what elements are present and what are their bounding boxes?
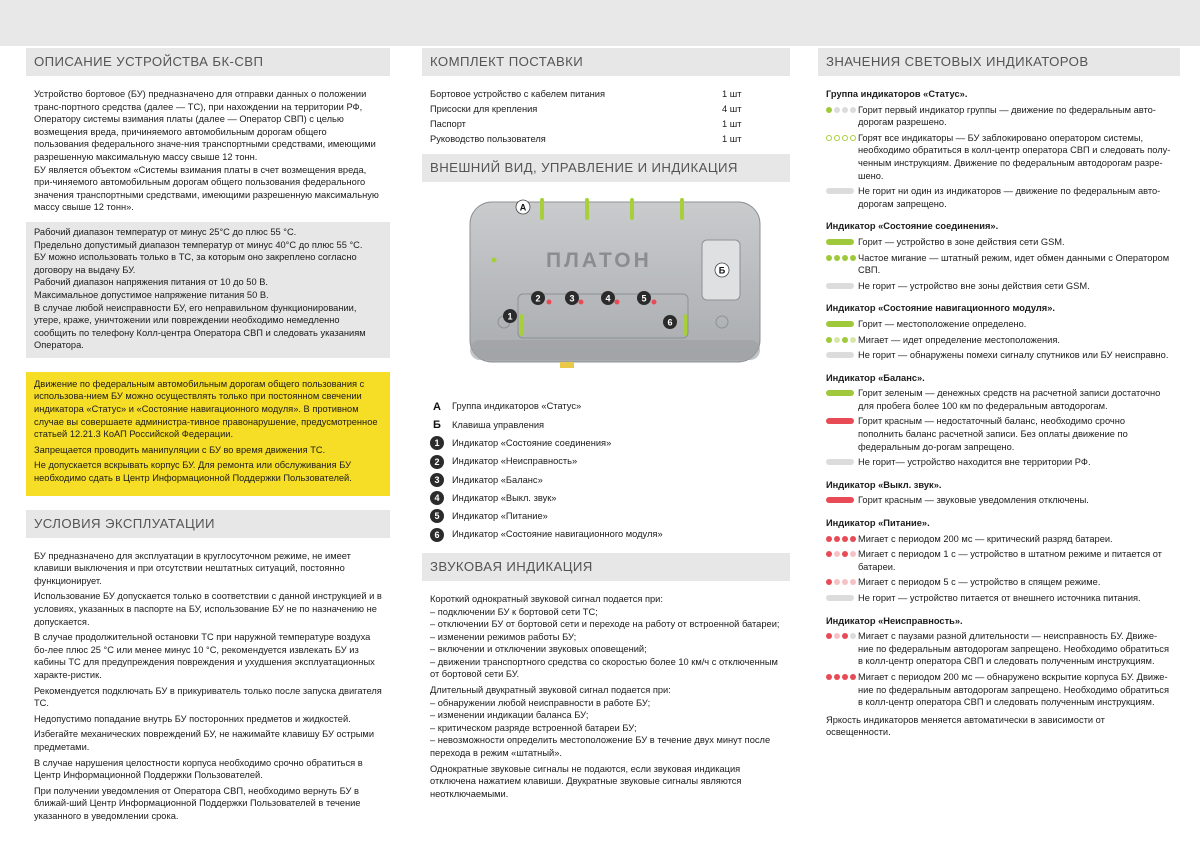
spec-line: Рабочий диапазон напряжения питания от 10 до 50 В. bbox=[34, 277, 268, 288]
status-led-1 bbox=[540, 198, 544, 220]
sound-short-item: – включении и отключении звуковых оповещений; bbox=[430, 644, 647, 655]
led-green-blink-icon bbox=[826, 337, 856, 343]
indicator-symbol bbox=[826, 334, 858, 347]
spec-line: Максимальное допустимое напряжение питания 50 В. bbox=[34, 289, 269, 300]
indicator-description: Горит красным — звуковые уведомления отключены. bbox=[858, 495, 1089, 506]
indicator-description: Мигает с периодом 1 с — устройство в штатном режиме и питается от батареи. bbox=[858, 549, 1162, 572]
indicator-symbol bbox=[826, 387, 858, 412]
callout-b bbox=[715, 263, 729, 277]
legend-mark: 2 bbox=[430, 455, 444, 469]
status-led-2 bbox=[585, 198, 589, 220]
legend-label: Индикатор «Выкл. звук» bbox=[452, 492, 557, 503]
sound-long-item: – критическом разряде встроенной батареи БУ; bbox=[430, 722, 637, 733]
indicator-symbol bbox=[826, 548, 858, 573]
indicator-description: Горит красным — недостаточный баланс, необходимо срочно пополнить баланс расчетной записи. Без оплаты движение по федеральным до-рогам запрещено. bbox=[858, 416, 1128, 452]
indicator-row bbox=[818, 318, 1180, 331]
indicator-symbol bbox=[826, 630, 858, 668]
column-kit-and-view bbox=[422, 46, 790, 800]
device-brand: ПЛАТОН bbox=[546, 248, 652, 272]
kit-qty: 4 шт bbox=[722, 103, 742, 114]
legend-label: Индикатор «Состояние навигационного модуля» bbox=[452, 529, 663, 540]
indicator-symbol bbox=[826, 456, 858, 469]
legend-mark: 4 bbox=[430, 491, 444, 505]
indicator-description: Мигает с периодом 200 мс — обнаружено вскрытие корпуса БУ. Движе-ние по федеральным автодорогам запрещено. Необходимо обратиться в колл-центр оператора СВП и следовать полученным инструкциям. bbox=[858, 671, 1169, 708]
legend-label: Клавиша управления bbox=[452, 419, 545, 430]
conditions-text bbox=[26, 550, 390, 823]
legend-item bbox=[430, 489, 782, 507]
led-red-pause-blink-icon bbox=[826, 633, 856, 639]
kit-item: Паспорт bbox=[430, 118, 466, 129]
sound-text bbox=[422, 593, 790, 801]
warning-block bbox=[26, 372, 390, 496]
indicator-description: Горят все индикаторы — БУ заблокировано оператором системы, необходимо обратиться в колл-центр оператора СВП и следовать полу-ченным инструкциям. Движение по федеральным автодорогам разре-шено. bbox=[858, 132, 1171, 181]
sound-short-intro: Короткий однократный звуковой сигнал подается при: bbox=[430, 593, 663, 604]
callout-4 bbox=[601, 291, 615, 305]
indicator-symbol bbox=[826, 280, 858, 293]
indicator-row bbox=[818, 252, 1180, 277]
warning-line: Запрещается проводить манипуляции с БУ во время движения ТС. bbox=[34, 444, 326, 455]
kit-qty: 1 шт bbox=[722, 133, 742, 144]
indicator-groups bbox=[818, 88, 1180, 709]
description-paragraph: БУ является объектом «Системы взимания платы в счет возмещения вреда, при-чиняемого автомобильным дорогам общего пользования федерального значения транспортными средствами, имеющими разрешенную максимальную массу свыше 12 тонн». bbox=[34, 164, 379, 213]
legend-item bbox=[430, 452, 782, 470]
led-mute bbox=[615, 299, 620, 304]
power-dot-icon bbox=[492, 257, 497, 262]
indicator-row bbox=[818, 236, 1180, 249]
callout-a bbox=[516, 200, 530, 214]
legend-item bbox=[430, 434, 782, 452]
led-red-steady-icon bbox=[826, 497, 854, 503]
led-off-icon bbox=[826, 459, 854, 465]
callout-b-label: Б bbox=[718, 265, 726, 276]
sound-long-intro: Длительный двукратный звуковой сигнал подается при: bbox=[430, 685, 671, 696]
description-paragraph: Устройство бортовое (БУ) предназначено для отправки данных о положении транс-портного средства (далее — ТС), при нахождении на территории РФ, Оператору системы взимания платы (далее — Оператор СВП) с целью возмещения вреда, причиняемого автомобильным дорогам общего пользования федерального значе-ния транспортными средствами, имеющими разрешенную максимальную массу свыше 12 тонн. bbox=[34, 89, 376, 162]
legend-item bbox=[430, 471, 782, 489]
callout-5 bbox=[637, 291, 651, 305]
indicator-row bbox=[818, 494, 1180, 507]
indicator-symbol bbox=[826, 252, 858, 277]
indicator-group-title: Индикатор «Состояние навигационного модуля». bbox=[826, 303, 1055, 314]
indicator-description: Мигает с паузами разной длительности — неисправность БУ. Движе-ние по федеральным автодорогам запрещено. Необходимо обратиться в колл-центр оператора СВП и следовать полученным инструкциям. bbox=[858, 631, 1169, 667]
led-red-fast-blink-icon bbox=[826, 536, 856, 542]
sound-long-item: – обнаружении любой неисправности в работе БУ; bbox=[430, 697, 651, 708]
sound-heading: ЗВУКОВАЯ ИНДИКАЦИЯ bbox=[422, 553, 790, 581]
legend-mark: 5 bbox=[430, 509, 444, 523]
indicator-group-title: Индикатор «Неисправность». bbox=[826, 615, 963, 626]
sound-long-item: – невозможности определить местоположение БУ в течение двух минут после перехода в режим «штатный». bbox=[430, 735, 771, 759]
legend-label: Индикатор «Неисправность» bbox=[452, 456, 578, 467]
indicator-symbol bbox=[826, 576, 858, 589]
indicator-description: Горит — местоположение определено. bbox=[858, 318, 1027, 329]
led-red-steady-icon bbox=[826, 418, 854, 424]
condition-paragraph: Использование БУ допускается только в соответствии с данной инструкцией и в условиях, указанных в паспорте на БУ, использование БУ не по назначению не допускается. bbox=[34, 591, 382, 627]
callout-2 bbox=[531, 291, 545, 305]
condition-paragraph: Избегайте механических повреждений БУ, не нажимайте клавишу БУ острыми предметами. bbox=[34, 729, 375, 752]
specs-block bbox=[26, 222, 390, 358]
status-led-4 bbox=[680, 198, 684, 220]
callout-1 bbox=[503, 309, 517, 323]
spec-line: Предельно допустимый диапазон температур от минус 40°С до плюс 55 °С. bbox=[34, 239, 363, 250]
condition-paragraph: Недопустимо попадание внутрь БУ посторонних предметов и жидкостей. bbox=[34, 713, 351, 724]
indicator-group-title: Индикатор «Баланс». bbox=[826, 372, 925, 383]
legend-label: Группа индикаторов «Статус» bbox=[452, 401, 582, 412]
indicator-row bbox=[818, 576, 1180, 589]
description-text bbox=[26, 88, 390, 214]
view-heading: ВНЕШНИЙ ВИД, УПРАВЛЕНИЕ И ИНДИКАЦИЯ bbox=[422, 154, 790, 182]
sound-short-item: – изменении режимов работы БУ; bbox=[430, 631, 577, 642]
sound-short-item: – подключении БУ к бортовой сети ТС; bbox=[430, 606, 598, 617]
led-green-steady-icon bbox=[826, 321, 854, 327]
indicator-group-title: Индикатор «Питание». bbox=[826, 518, 930, 529]
led-navigation bbox=[684, 314, 687, 336]
kit-item: Руководство пользователя bbox=[430, 133, 546, 144]
indicator-group-title: Индикатор «Состояние соединения». bbox=[826, 221, 999, 232]
indicator-description: Мигает с периодом 200 мс — критический разряд батареи. bbox=[858, 533, 1113, 544]
legend-mark: А bbox=[433, 400, 441, 413]
indicator-row bbox=[818, 592, 1180, 605]
indicator-group-title: Индикатор «Выкл. звук». bbox=[826, 479, 942, 490]
indicator-symbol bbox=[826, 236, 858, 249]
indicator-symbol bbox=[826, 671, 858, 709]
sound-note: Однократные звуковые сигналы не подаются, если звуковая индикация отключена нажатием клавиши. Двукратные звуковые сигналы являются неотключаемыми. bbox=[430, 763, 742, 799]
indicator-row bbox=[818, 630, 1180, 668]
led-connection bbox=[520, 314, 523, 336]
sound-short-item: – движении транспортного средства со скоростью более 10 км/ч с отключенным от бортовой сети БУ. bbox=[430, 656, 778, 680]
indicator-symbol bbox=[826, 318, 858, 331]
indicator-group-title: Группа индикаторов «Статус». bbox=[826, 89, 968, 99]
legend-item bbox=[430, 526, 782, 544]
led-green-first-icon bbox=[826, 107, 856, 113]
sound-long-item: – изменении индикации баланса БУ; bbox=[430, 710, 589, 721]
column-description bbox=[26, 46, 390, 823]
brightness-note: Яркость индикаторов меняется автоматически в зависимости от освещенности. bbox=[826, 714, 1105, 738]
warning-line: Не допускается вскрывать корпус БУ. Для ремонта или обслуживания БУ необходимо сдать в Центр Информационной Поддержки Пользователей. bbox=[34, 460, 352, 484]
indicator-symbol bbox=[826, 494, 858, 507]
callout-a-label: А bbox=[519, 202, 527, 213]
indicator-description: Горит зеленым — денежных средств на расчетной записи достаточно для пробега более 100 км по федеральным автодорогам. bbox=[858, 388, 1161, 411]
indicator-row bbox=[818, 334, 1180, 347]
led-green-all-icon bbox=[826, 135, 856, 141]
indicator-description: Горит первый индикатор группы — движение по федеральным авто-дорогам разрешено. bbox=[858, 104, 1156, 128]
spec-line: Рабочий диапазон температур от минус 25°С до плюс 55 °С. bbox=[34, 226, 297, 237]
description-heading: ОПИСАНИЕ УСТРОЙСТВА БК-СВП bbox=[26, 48, 390, 76]
sound-short-item: – отключении БУ от бортовой сети и переходе на работу от встроенной батареи; bbox=[430, 619, 780, 630]
indicator-description: Горит — устройство в зоне действия сети GSM. bbox=[858, 236, 1065, 247]
indicator-symbol bbox=[826, 533, 858, 546]
kit-list bbox=[422, 88, 790, 146]
device-illustration bbox=[422, 190, 790, 390]
indicator-symbol bbox=[826, 132, 858, 182]
indicator-row bbox=[818, 349, 1180, 362]
led-fault bbox=[547, 299, 552, 304]
indicator-row bbox=[818, 415, 1180, 453]
spec-line: БУ можно использовать только в ТС, за которым оно закреплено согласно договору на выдачу БУ. bbox=[34, 252, 357, 275]
legend-label: Индикатор «Баланс» bbox=[452, 474, 543, 485]
led-red-fast-blink-icon bbox=[826, 674, 856, 680]
kit-item: Бортовое устройство с кабелем питания bbox=[430, 89, 606, 99]
indicator-symbol bbox=[826, 349, 858, 362]
indicator-symbol bbox=[826, 592, 858, 605]
led-green-steady-icon bbox=[826, 390, 854, 396]
indicator-row bbox=[818, 280, 1180, 293]
condition-paragraph: БУ предназначено для эксплуатации в круглосуточном режиме, не имеет клавиши выключения и при отсутствии нештатных ситуаций, постоянно функционирует. bbox=[34, 550, 351, 586]
indicator-description: Не горит — устройство питается от внешнего источника питания. bbox=[858, 593, 1141, 603]
led-green-steady-icon bbox=[826, 239, 854, 245]
indicator-description: Не горит ни один из индикаторов — движение по федеральным авто-дорогам запрещено. bbox=[858, 186, 1161, 209]
indicator-row bbox=[818, 671, 1180, 709]
device-drawing bbox=[422, 190, 790, 390]
conditions-heading: УСЛОВИЯ ЭКСПЛУАТАЦИИ bbox=[26, 510, 390, 538]
legend-mark: 3 bbox=[430, 473, 444, 487]
indicator-row bbox=[818, 185, 1180, 210]
indicator-description: Не горит — обнаружены помехи сигналу спутников или БУ неисправно. bbox=[858, 350, 1169, 361]
condition-paragraph: Рекомендуется подключать БУ в прикуриватель только после запуска двигателя ТС. bbox=[34, 685, 382, 709]
legend-mark: Б bbox=[433, 418, 441, 431]
callout-6 bbox=[663, 315, 677, 329]
callout-4-label: 4 bbox=[605, 293, 611, 304]
condition-paragraph: В случае продолжительной остановки ТС при наружной температуре воздуха бо-лее плюс 25 °С или менее минус 10 °С, рекомендуется извлекать БУ из кабины ТС для предупреждения повреждения и ухудшения эксплуатационных характе-ристик. bbox=[34, 632, 375, 680]
legend-item bbox=[430, 398, 782, 416]
led-off-icon bbox=[826, 352, 854, 358]
led-off-icon bbox=[826, 283, 854, 289]
device-base bbox=[470, 340, 760, 360]
indicator-row bbox=[818, 104, 1180, 129]
legend-item bbox=[430, 416, 782, 434]
spec-line: В случае любой неисправности БУ, его неправильном функционировании, утере, краже, уничтожении или повреждении необходимо немедленно сообщить по телефону Колл-центра Оператора СВП и следовать указаниям Оператора. bbox=[34, 302, 366, 351]
kit-heading: КОМПЛЕКТ ПОСТАВКИ bbox=[422, 48, 790, 76]
legend-mark: 6 bbox=[430, 528, 444, 542]
indicator-row bbox=[818, 548, 1180, 573]
warning-line: Движение по федеральным автомобильным дорогам общего пользования с использова-нием БУ можно осуществлять только при постоянном свечении индикатора «Статус» и «Состояние навигационного модуля». В противном случае вы совершаете администра-тивное правонарушение, предусмотренное статьей 12.21.3 КоАП Российской Федерации. bbox=[34, 378, 378, 440]
condition-paragraph: При получении уведомления от Оператора СВП, необходимо вернуть БУ в ближай-ший Центр Информационной Поддержки Пользователей в течение указанного в уведомлении срока. bbox=[34, 785, 361, 821]
kit-qty: 1 шт bbox=[722, 89, 742, 99]
led-red-blink-1s-icon bbox=[826, 551, 856, 557]
column-indicators bbox=[818, 46, 1180, 739]
led-balance bbox=[579, 299, 584, 304]
led-off-icon bbox=[826, 188, 854, 194]
indicators-heading: ЗНАЧЕНИЯ СВЕТОВЫХ ИНДИКАТОРОВ bbox=[818, 48, 1180, 76]
indicator-description: Не горит — устройство вне зоны действия сети GSM. bbox=[858, 280, 1090, 291]
indicator-symbol bbox=[826, 104, 858, 129]
device-legend bbox=[422, 398, 790, 544]
led-green-fast-blink-icon bbox=[826, 255, 856, 261]
condition-paragraph: В случае нарушения целостности корпуса необходимо срочно обратиться в Центр Информационной Поддержки Пользователей. bbox=[34, 757, 363, 781]
indicator-row bbox=[818, 533, 1180, 546]
kit-item: Присоски для крепления bbox=[430, 103, 538, 114]
led-off-icon bbox=[826, 595, 854, 601]
usb-connector bbox=[560, 362, 574, 368]
top-band bbox=[0, 0, 1200, 46]
indicator-row bbox=[818, 387, 1180, 412]
callout-6-label: 6 bbox=[667, 317, 673, 328]
legend-mark: 1 bbox=[430, 436, 444, 450]
indicator-description: Не горит— устройство находится вне территории РФ. bbox=[858, 457, 1091, 468]
led-red-blink-5s-icon bbox=[826, 579, 856, 585]
status-led-3 bbox=[630, 198, 634, 220]
callout-5-label: 5 bbox=[641, 293, 647, 304]
indicator-description: Частое мигание — штатный режим, идет обмен данными с Оператором СВП. bbox=[858, 252, 1170, 276]
callout-3 bbox=[565, 291, 579, 305]
legend-item bbox=[430, 507, 782, 525]
indicator-symbol bbox=[826, 185, 858, 210]
callout-2-label: 2 bbox=[535, 293, 541, 304]
indicator-description: Мигает с периодом 5 с — устройство в спящем режиме. bbox=[858, 577, 1101, 588]
legend-label: Индикатор «Питание» bbox=[452, 511, 548, 522]
legend-label: Индикатор «Состояние соединения» bbox=[452, 437, 612, 448]
indicator-row bbox=[818, 456, 1180, 469]
callout-3-label: 3 bbox=[569, 293, 575, 304]
kit-qty: 1 шт bbox=[722, 118, 742, 129]
indicator-description: Мигает — идет определение местоположения. bbox=[858, 334, 1060, 345]
indicator-row bbox=[818, 132, 1180, 182]
callout-1-label: 1 bbox=[507, 311, 513, 322]
indicator-symbol bbox=[826, 415, 858, 453]
led-power bbox=[652, 299, 657, 304]
